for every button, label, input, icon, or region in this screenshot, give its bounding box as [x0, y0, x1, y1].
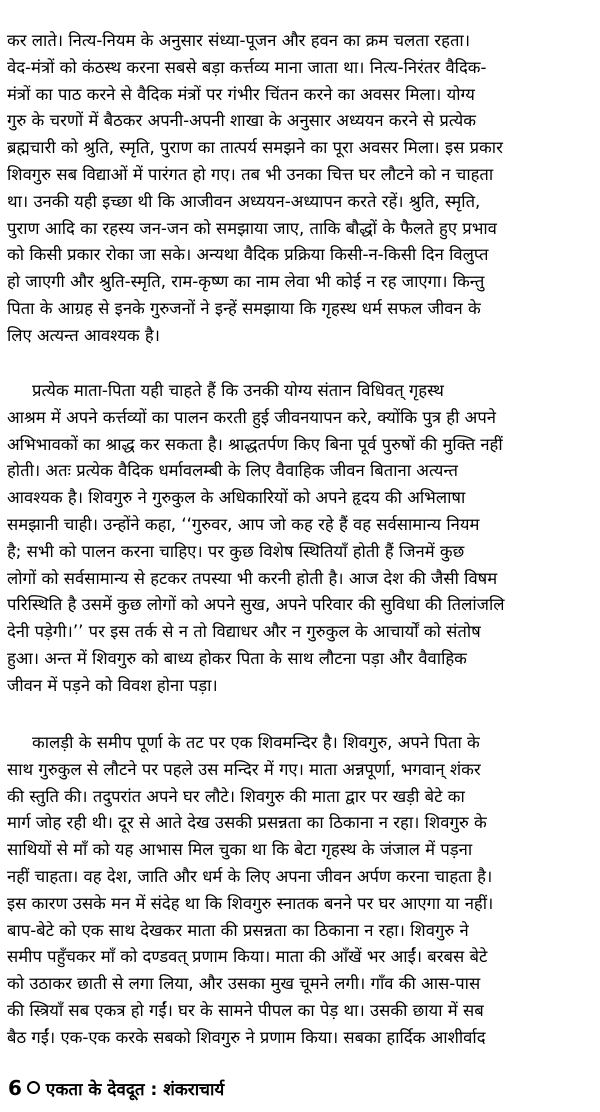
text-line: होती। अतः प्रत्येक वैदिक धर्मावलम्बी के लिए वैवाहिक जीवन बिताना अत्यन्त: [7, 461, 458, 481]
text-line: बैठ गईं। एक-एक करके सबको शिवगुरु ने प्रणाम किया। सबका हार्दिक आशीर्वाद: [7, 1027, 486, 1047]
text-line: को किसी प्रकार रोका जा सके। अन्यथा वैदिक प्रक्रिया किसी-न-किसी दिन विलुप्त: [7, 245, 489, 265]
text-line: कालड़ी के समीप पूर्णा के तट पर एक शिवमन्दिर है। शिवगुरु, अपने पिता के: [32, 733, 480, 752]
text-line: पुराण आदि का रहस्य जन-जन को समझाया जाए, ताकि बौद्धों के फैलते हुए प्रभाव: [7, 218, 497, 238]
text-line: की स्त्रियाँ सब एकत्र हो गईं। घर के सामने पीपल का पेड़ था। उसकी छाया में सब: [7, 1000, 484, 1020]
book-title: एकता के देवदूत : शंकराचार्य: [45, 1080, 225, 1100]
text-line: नहीं चाहता। वह देश, जाति और धर्म के लिए अपना जीवन अर्पण करना चाहता है।: [7, 866, 493, 886]
page-number: 6: [8, 1076, 22, 1100]
text-line: शिवगुरु सब विद्याओं में पारंगत हो गए। तब भी उनका चित्त घर लौटने को न चाहता: [7, 164, 494, 184]
text-line: हो जाएगी और श्रुति-स्मृति, राम-कृष्ण का नाम लेवा भी कोई न रह जाएगा। किन्तु: [7, 272, 485, 292]
text-line: की स्तुति की। तदुपरांत अपने घर लौटे। शिवगुरु की माता द्वार पर खड़ी बेटे का: [7, 786, 465, 806]
text-line: जीवन में पड़ने को विवश होना पड़ा।: [7, 675, 218, 695]
paragraph-1: [0, 28, 600, 350]
text-line: समझानी चाही। उन्होंने कहा, ‘‘गुरुवर, आप जो कह रहे हैं वह सर्वसामान्य नियम: [7, 514, 480, 534]
text-line: ब्रह्मचारी को श्रुति, स्मृति, पुराण का तात्पर्य समझने का पूरा अवसर मिला। इस प्रकार: [7, 138, 503, 158]
text-line: आश्रम में अपने कर्त्तव्यों का पालन करती हुई जीवनयापन करे, क्योंकि पुत्र ही अपने: [7, 407, 496, 427]
text-line: हुआ। अन्त में शिवगुरु को बाध्य होकर पिता के साथ लौटना पड़ा और वैवाहिक: [7, 648, 467, 668]
text-line: मार्ग जोह रही थी। दूर से आते देख उसकी प्रसन्नता का ठिकाना न रहा। शिवगुरु के: [7, 813, 487, 833]
text-line: वेद-मंत्रों को कंठस्थ करना सबसे बड़ा कर्त्तव्य माना जाता था। नित्य-निरंतर वैदिक-: [7, 57, 487, 77]
text-line: लिए अत्यन्त आवश्यक है।: [7, 325, 160, 345]
text-line: देनी पड़ेगी।’’ पर इस तर्क से न तो विद्याधर और न गुरुकुल के आचार्यों को संतोष: [7, 622, 481, 642]
paragraph-3: [0, 730, 600, 1052]
paragraph-2: [0, 378, 600, 700]
text-line: इस कारण उसके मन में संदेह था कि शिवगुरु स्नातक बनने पर घर आएगा या नहीं।: [7, 893, 494, 913]
text-line: पिता के आग्रह से इनके गुरुजनों ने इन्हें समझाया कि गृहस्थ धर्म सफल जीवन के: [7, 298, 481, 318]
text-line: साथ गुरुकुल से लौटने पर पहले उस मन्दिर में गए। माता अन्नपूर्णा, भगवान् शंकर: [7, 759, 481, 779]
text-line: बाप-बेटे को एक साथ देखकर माता की प्रसन्नता का ठिकाना न रहा। शिवगुरु ने: [7, 920, 469, 940]
text-line: मंत्रों का पाठ करने से वैदिक मंत्रों पर गंभीर चिंतन करने का अवसर मिला। योग्य: [7, 84, 475, 104]
text-line: समीप पहुँचकर माँ को दण्डवत् प्रणाम किया। माता की आँखें भर आईं। बरबस बेटे: [7, 947, 488, 967]
text-line: है; सभी को पालन करना चाहिए। पर कुछ विशेष स्थितियाँ होती हैं जिनमें कुछ: [7, 541, 465, 561]
text-line: था। उनकी यही इच्छा थी कि आजीवन अध्ययन-अध्यापन करते रहें। श्रुति, स्मृति,: [7, 191, 481, 211]
page-footer: [8, 1074, 224, 1102]
text-line: परिस्थिति है उसमें कुछ लोगों को अपने सुख, अपने परिवार की सुविधा की तिलांजलि: [7, 595, 505, 615]
text-line: प्रत्येक माता-पिता यही चाहते हैं कि उनकी योग्य संतान विधिवत् गृहस्थ: [32, 381, 444, 400]
text-line: को उठाकर छाती से लगा लिया, और उसका मुख चूमने लगी। गाँव की आस-पास: [7, 974, 481, 994]
text-line: आवश्यक है। शिवगुरु ने गुरुकुल के अधिकारियों को अपने हृदय की अभिलाषा: [7, 488, 466, 508]
circle-ornament-icon: [27, 1081, 40, 1094]
text-line: लोगों को सर्वसामान्य से हटकर तपस्या भी करनी होती है। आज देश की जैसी विषम: [7, 568, 498, 588]
text-line: गुरु के चरणों में बैठकर अपनी-अपनी शाखा के अनुसार अध्ययन करने से प्रत्येक: [7, 111, 477, 131]
text-line: साथियों से माँ को यह आभास मिल चुका था कि बेटा गृहस्थ के जंजाल में पड़ना: [7, 840, 473, 860]
text-line: कर लाते। नित्य-नियम के अनुसार संध्या-पूजन और हवन का क्रम चलता रहता।: [7, 31, 470, 50]
text-line: अभिभावकों का श्राद्ध कर सकता है। श्राद्धतर्पण किए बिना पूर्व पुरुषों की मुक्ति नहीं: [7, 434, 503, 454]
